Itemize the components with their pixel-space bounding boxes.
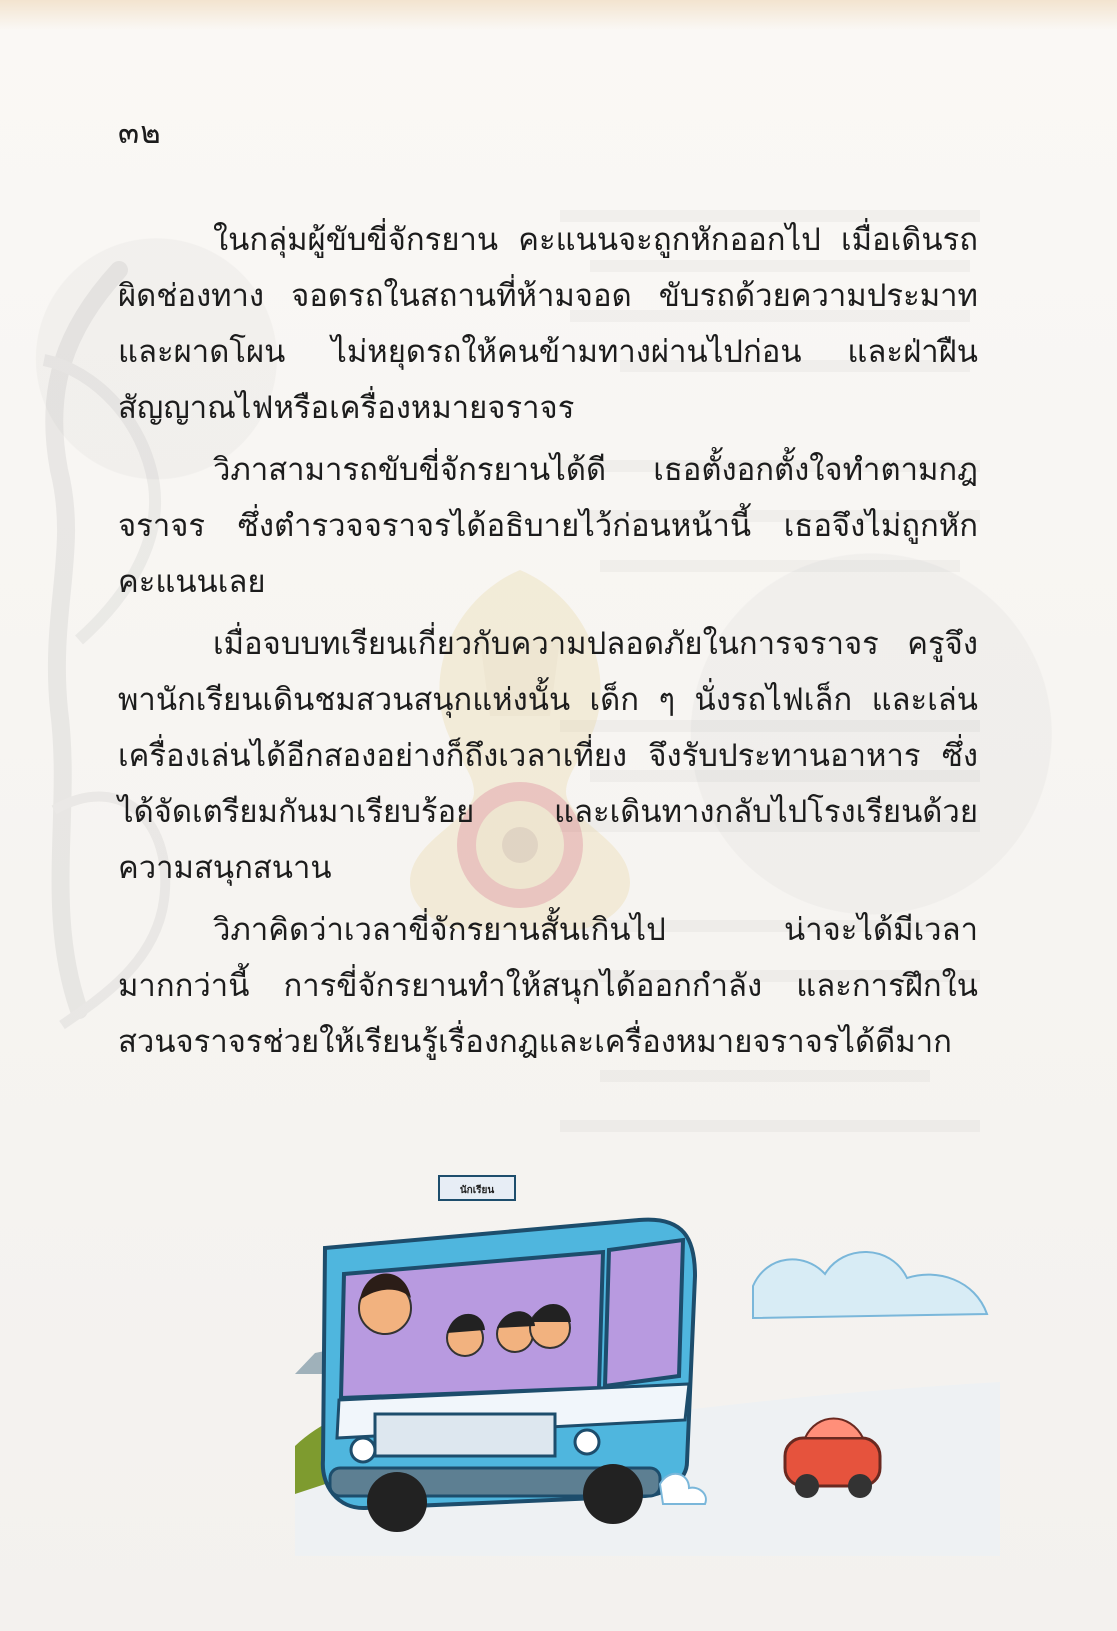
page-top-edge xyxy=(0,0,1117,30)
sky-clouds xyxy=(753,1252,987,1318)
bus-sign: นักเรียน xyxy=(459,1185,495,1196)
page-number: ๓๒ xyxy=(118,115,162,151)
paragraph-2: วิภาสามารถขับขี่จักรยานได้ดี เธอตั้งอกตั้งใจทำตามกฎจราจร ซึ่งตำรวจจราจรได้อธิบายไว้ก่อนหน้านี้ เธอจึงไม่ถูกหักคะแนนเลย xyxy=(118,452,978,600)
bus-illustration xyxy=(295,1168,1000,1556)
paragraph-1: ในกลุ่มผู้ขับขี่จักรยาน คะแนนจะถูกหักออกไป เมื่อเดินรถผิดช่องทาง จอดรถในสถานที่ห้ามจอด ขับรถด้วยความประมาทและผาดโผน ไม่หยุดรถให้คนข้ามทางผ่านไปก่อน และฝ่าฝืนสัญญาณไฟหรือเครื่องหมายจราจร xyxy=(118,222,978,426)
paragraph-3: เมื่อจบบทเรียนเกี่ยวกับความปลอดภัยในการจราจร ครูจึงพานักเรียนเดินชมสวนสนุกแห่งนั้น เด็ก ๆ นั่งรถไฟเล็ก และเล่นเครื่องเล่นได้อีกสองอย่างก็ถึงเวลาเที่ยง จึงรับประทานอาหาร ซึ่งได้จัดเตรียมกันมาเรียบร้อย และเดินทางกลับไปโรงเรียนด้วยความสนุกสนาน xyxy=(118,626,978,886)
paragraph-4: วิภาคิดว่าเวลาขี่จักรยานสั้นเกินไป น่าจะได้มีเวลามากกว่านี้ การขี่จักรยานทำให้สนุกได้ออกกำลัง และการฝึกในสวนจราจรช่วยให้เรียนรู้เรื่องกฎและเครื่องหมายจราจรได้ดีมาก xyxy=(118,912,978,1060)
blue-school-bus xyxy=(323,1176,695,1532)
body-text xyxy=(118,212,978,1076)
